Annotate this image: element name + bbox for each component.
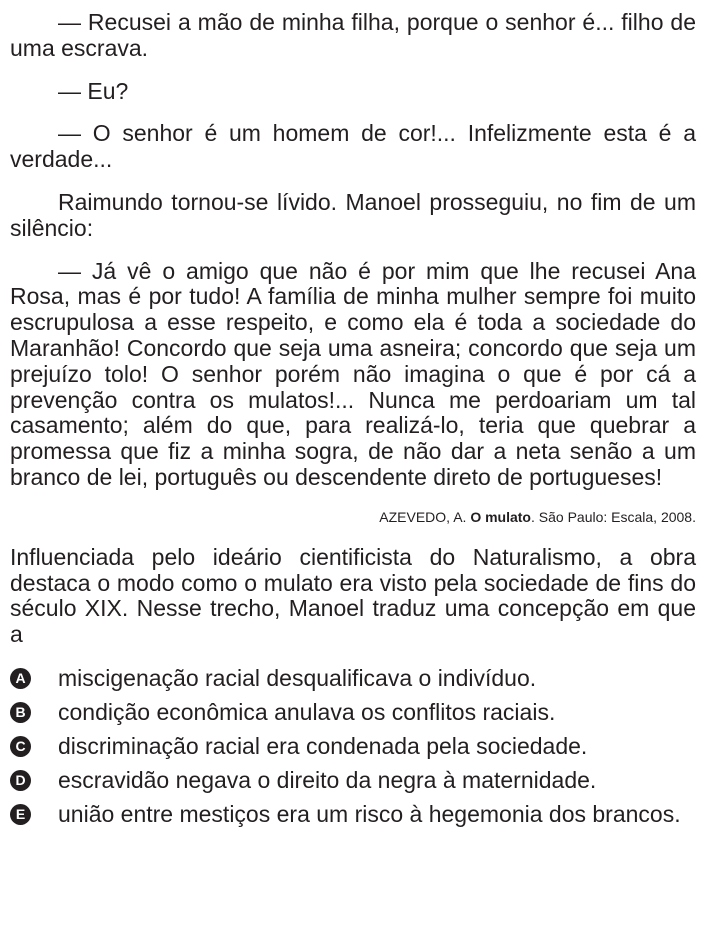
option-text: miscigenação racial desqualificava o indivíduo.	[58, 664, 537, 691]
question-stem: Influenciada pelo ideário cientificista do Naturalismo, a obra destaca o modo como o mulato era visto pela sociedade de fins do século XIX. Nesse trecho, Manoel traduz uma concepção em que a	[10, 543, 696, 648]
option-letter-badge: A	[10, 668, 31, 689]
passage-paragraph: — O senhor é um homem de cor!... Infelizmente esta é a verdade...	[10, 120, 696, 173]
answer-option-d[interactable]	[10, 767, 696, 793]
question-page	[10, 10, 696, 835]
passage-paragraph: — Eu?	[58, 77, 129, 104]
option-letter-badge: D	[10, 770, 31, 791]
passage-paragraph: — Já vê o amigo que não é por mim que lhe recusei Ana Rosa, mas é por tudo! A família de minha mulher sempre foi muito escrupulosa a esse respeito, e como ela é toda a sociedade do Maranhão! Concordo que seja uma asneira; concordo que seja um prejuízo tolo! O senhor porém não imagina o que é por cá a prevenção contra os mulatos!... Nunca me perdoariam um tal casamento; além do que, para realizá-lo, teria que quebrar a promessa que fiz a minha sogra, de não dar a neta senão a um branco de lei, português ou descendente direto de portugueses!	[10, 257, 696, 490]
option-text: escravidão negava o direito da negra à maternidade.	[58, 766, 597, 793]
passage-source: AZEVEDO, A. O mulato. São Paulo: Escala, 2008.	[379, 508, 696, 525]
source-details: São Paulo: Escala, 2008.	[538, 508, 696, 525]
option-text: discriminação racial era condenada pela sociedade.	[58, 732, 588, 759]
passage-paragraph: — Recusei a mão de minha filha, porque o senhor é... filho de uma escrava.	[10, 9, 696, 61]
option-letter-badge: B	[10, 702, 31, 723]
option-text: condição econômica anulava os conflitos raciais.	[58, 698, 556, 725]
option-letter-badge: E	[10, 804, 31, 825]
passage	[10, 10, 696, 491]
option-text: união entre mestiços era um risco à hegemonia dos brancos.	[58, 800, 681, 827]
source-author: AZEVEDO, A.	[379, 508, 467, 525]
answer-option-b[interactable]	[10, 699, 696, 725]
answer-option-a[interactable]	[10, 665, 696, 691]
answer-options	[10, 665, 696, 827]
passage-paragraph: Raimundo tornou-se lívido. Manoel prosseguiu, no fim de um silêncio:	[10, 188, 696, 241]
answer-option-c[interactable]	[10, 733, 696, 759]
source-title: O mulato	[470, 508, 531, 525]
answer-option-e[interactable]	[10, 801, 696, 827]
option-letter-badge: C	[10, 736, 31, 757]
